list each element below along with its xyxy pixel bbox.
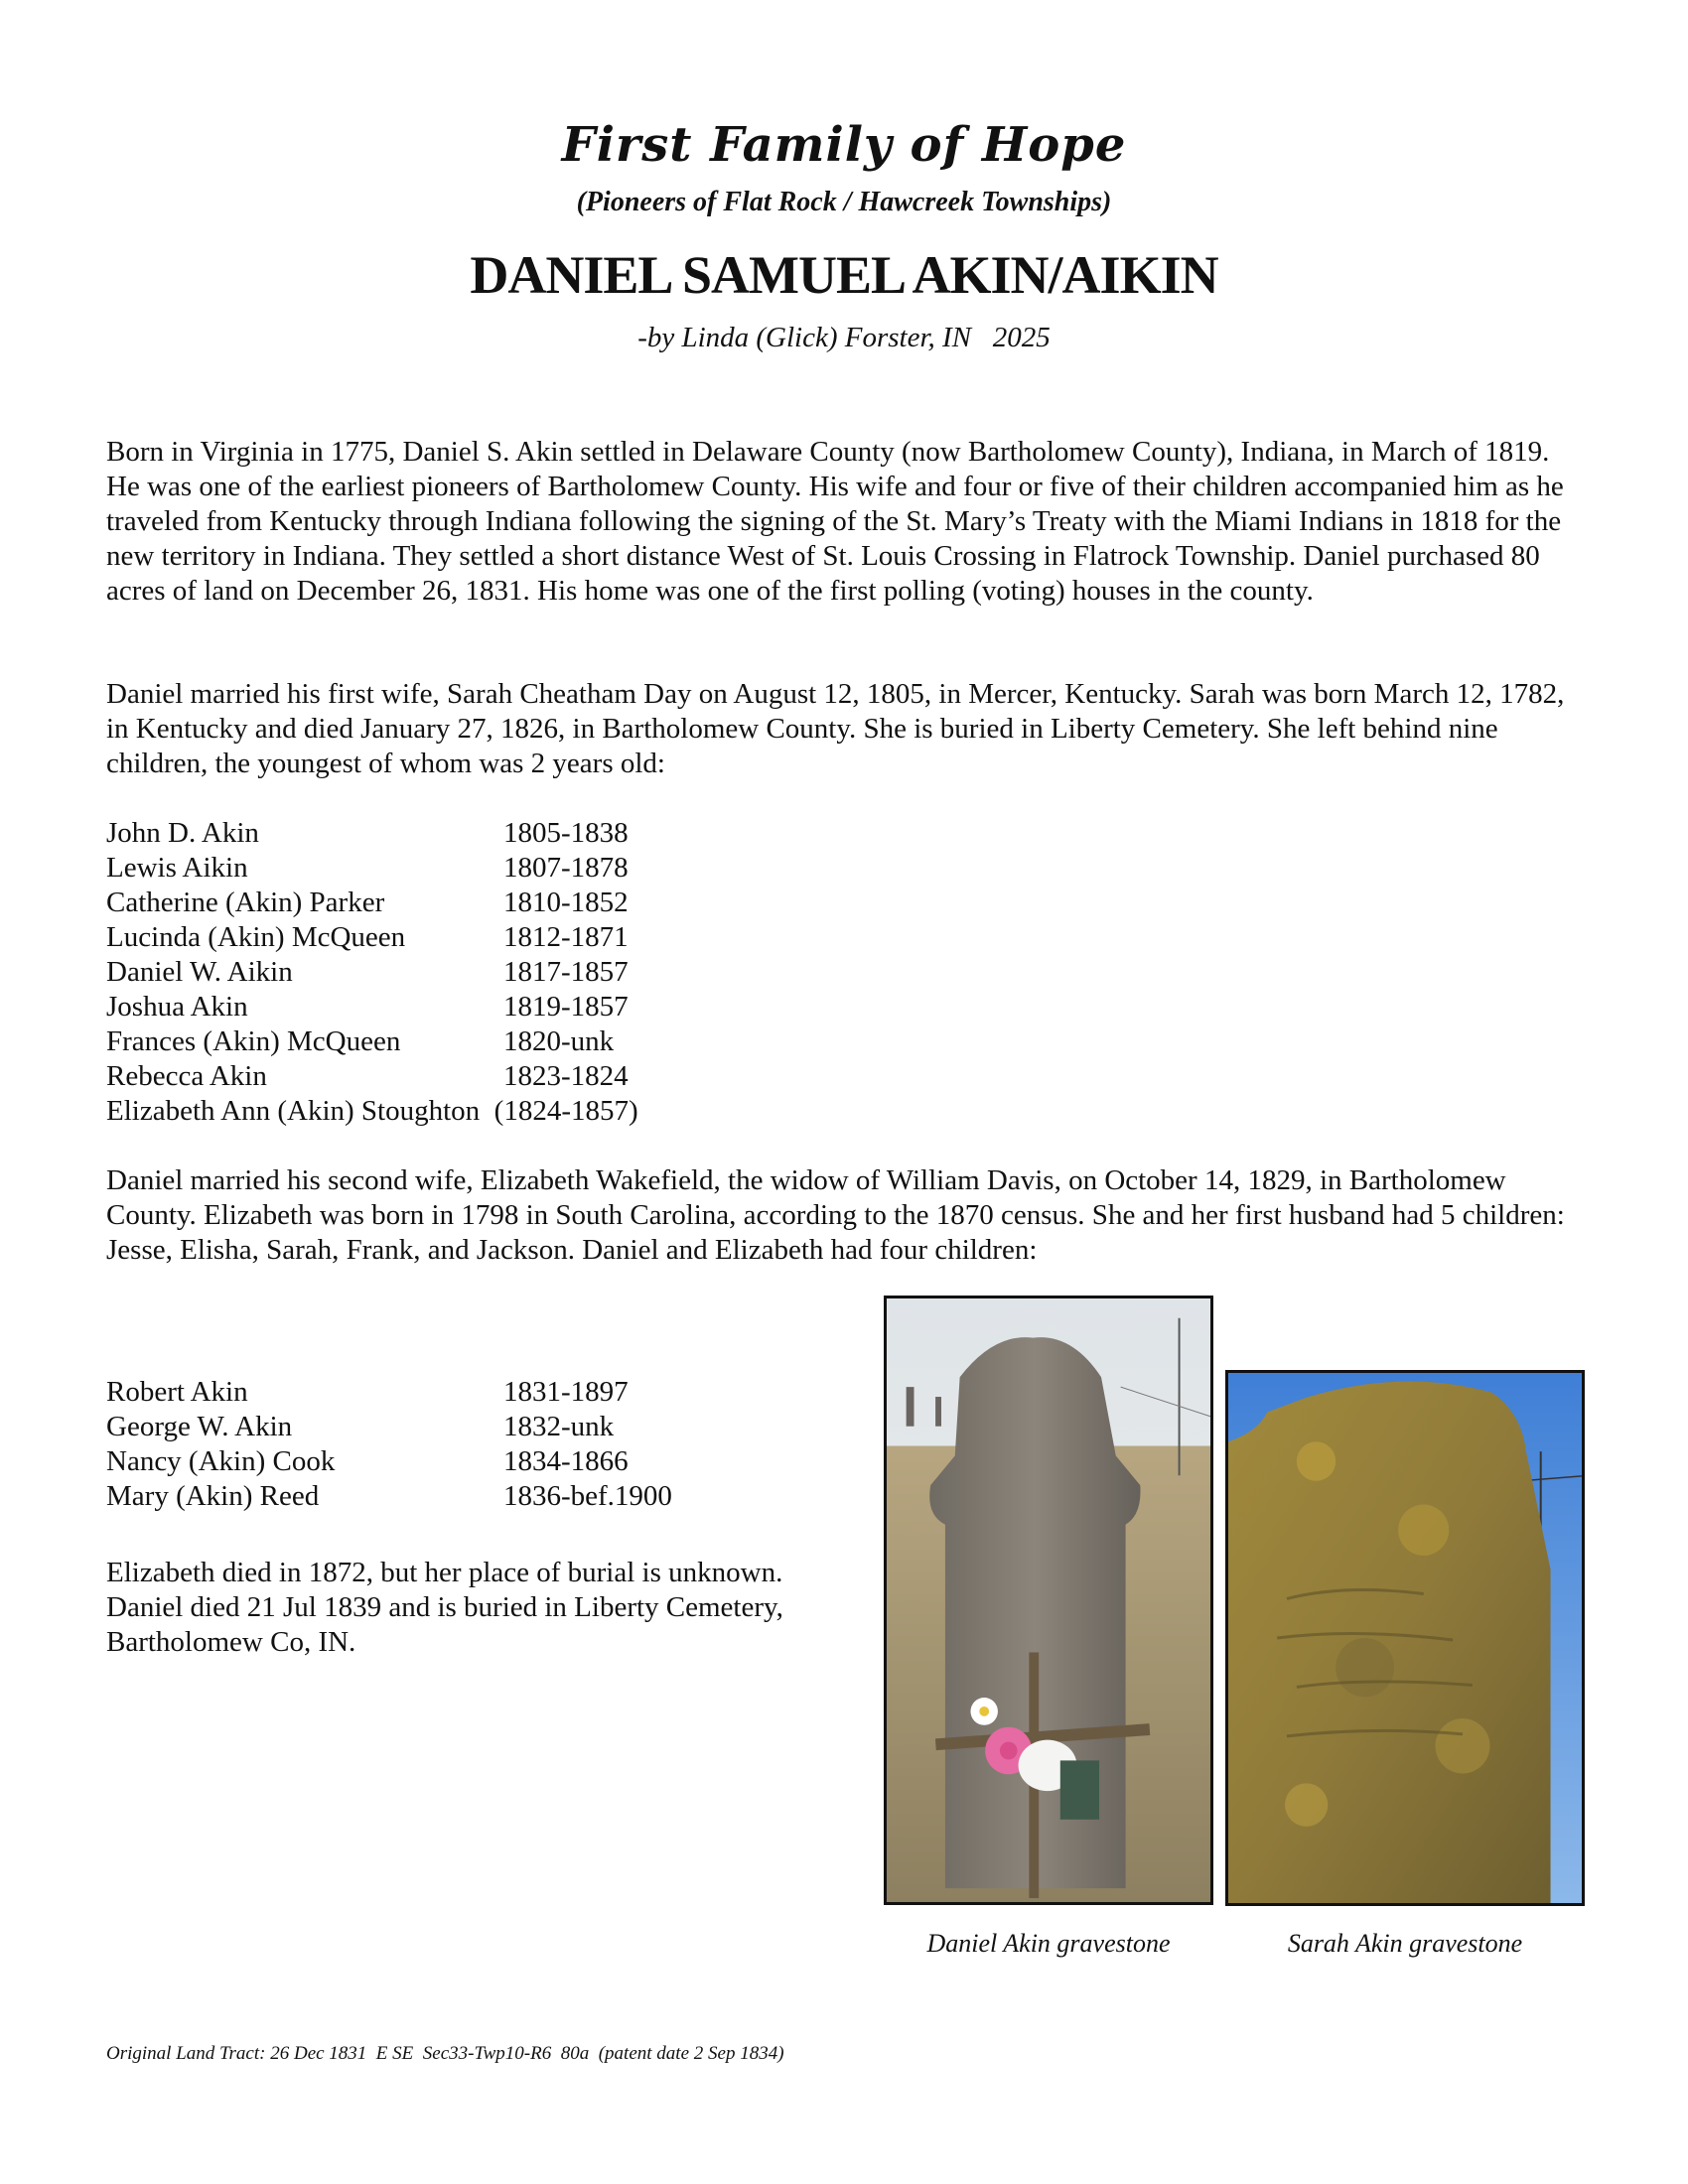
list-item bbox=[106, 1444, 801, 1479]
first-marriage-paragraph: Daniel married his first wife, Sarah Cheatham Day on August 12, 1805, in Mercer, Kentucky. Sarah was born March 12, 1782, in Kentucky and died January 27, 1826, in Bartholomew County. She is buried in Liberty Cemetery. She left behind nine children, the youngest of whom was 2 years old: bbox=[106, 678, 1565, 779]
sarah-gravestone-photo bbox=[1225, 1370, 1585, 1906]
daniel-gravestone-photo bbox=[884, 1296, 1213, 1905]
list-item bbox=[106, 886, 801, 920]
series-title: First Family of Hope bbox=[561, 117, 1127, 173]
child-name: Nancy (Akin) Cook bbox=[106, 1445, 336, 1477]
child-years: 1807-1878 bbox=[503, 852, 629, 884]
second-marriage-paragraph: Daniel married his second wife, Elizabeth Wakefield, the widow of William Davis, on October 14, 1829, in Bartholomew County. Elizabeth was born in 1798 in South Carolina, according to the 1870 census. She and her first husband had 5 children: Jesse, Elisha, Sarah, Frank, and Jackson. Daniel and Elizabeth had four children: bbox=[106, 1164, 1565, 1266]
child-years: 1834-1866 bbox=[503, 1445, 629, 1477]
child-name: Daniel W. Aikin bbox=[106, 956, 293, 988]
child-years: 1832-unk bbox=[503, 1411, 615, 1442]
child-years: 1820-unk bbox=[503, 1025, 615, 1057]
child-name: John D. Akin bbox=[106, 817, 259, 849]
gravestone-image bbox=[887, 1298, 1210, 1902]
list-item bbox=[106, 1094, 801, 1129]
child-name: Elizabeth Ann (Akin) Stoughton bbox=[106, 1095, 481, 1127]
child-name: Mary (Akin) Reed bbox=[106, 1480, 320, 1512]
list-item bbox=[106, 851, 801, 886]
list-item bbox=[106, 1059, 801, 1094]
child-years: 1812-1871 bbox=[503, 921, 629, 953]
child-name: Catherine (Akin) Parker bbox=[106, 887, 385, 918]
child-name: Rebecca Akin bbox=[106, 1060, 267, 1092]
intro-paragraph: Born in Virginia in 1775, Daniel S. Akin settled in Delaware County (now Bartholomew County), Indiana, in March of 1819. He was one of the earliest pioneers of Bartholomew County. His wife and four or five of their children accompanied him as he traveled from Kentucky through Indiana following the signing of the St. Mary’s Treaty with the Miami Indians in 1818 for the new territory in Indiana. They settled a short distance West of St. Louis Crossing in Flatrock Township. Daniel purchased 80 acres of land on December 26, 1831. His home was one of the first polling (voting) houses in the county. bbox=[106, 436, 1564, 607]
child-years: 1819-1857 bbox=[503, 991, 629, 1023]
page-title: DANIEL SAMUEL AKIN/AIKIN bbox=[470, 245, 1218, 305]
child-name: George W. Akin bbox=[106, 1411, 293, 1442]
list-item bbox=[106, 816, 801, 851]
sarah-photo-caption: Sarah Akin gravestone bbox=[1287, 1929, 1523, 1958]
child-name: Lewis Aikin bbox=[106, 852, 248, 884]
list-item bbox=[106, 1479, 801, 1514]
subtitle: (Pioneers of Flat Rock / Hawcreek Townships) bbox=[576, 187, 1112, 217]
child-name: Robert Akin bbox=[106, 1376, 248, 1408]
child-years: 1831-1897 bbox=[503, 1376, 629, 1408]
list-item bbox=[106, 920, 801, 955]
list-item bbox=[106, 990, 801, 1024]
child-years: 1836-bef.1900 bbox=[503, 1480, 672, 1512]
child-years: 1810-1852 bbox=[503, 887, 629, 918]
child-years: (1824-1857) bbox=[493, 1095, 638, 1127]
child-years: 1823-1824 bbox=[503, 1060, 629, 1092]
list-item bbox=[106, 1024, 801, 1059]
child-years: 1817-1857 bbox=[503, 956, 629, 988]
list-item bbox=[106, 955, 801, 990]
child-name: Frances (Akin) McQueen bbox=[106, 1025, 401, 1057]
child-name: Lucinda (Akin) McQueen bbox=[106, 921, 406, 953]
byline: -by Linda (Glick) Forster, IN 2025 bbox=[637, 322, 1051, 353]
child-name: Joshua Akin bbox=[106, 991, 248, 1023]
list-item bbox=[106, 1410, 801, 1444]
second-marriage-children-list bbox=[106, 1375, 801, 1514]
first-marriage-children-list bbox=[106, 816, 801, 1134]
gravestone-image bbox=[1228, 1373, 1582, 1903]
list-item bbox=[106, 1375, 801, 1410]
land-tract-footnote: Original Land Tract: 26 Dec 1831 E SE Sec33-Twp10-R6 80a (patent date 2 Sep 1834) bbox=[106, 2043, 784, 2064]
daniel-photo-caption: Daniel Akin gravestone bbox=[926, 1929, 1171, 1958]
child-years: 1805-1838 bbox=[503, 817, 629, 849]
closing-paragraph: Elizabeth died in 1872, but her place of burial is unknown. Daniel died 21 Jul 1839 and is buried in Liberty Cemetery, Bartholomew Co, IN. bbox=[106, 1557, 783, 1658]
